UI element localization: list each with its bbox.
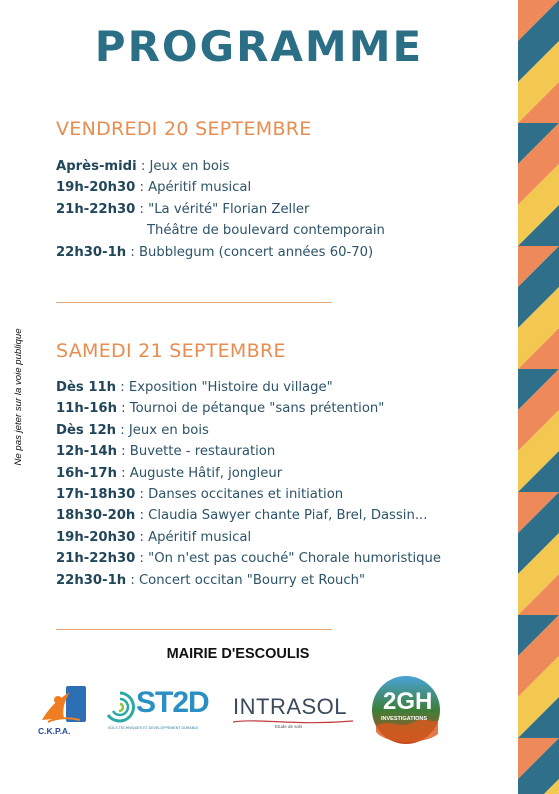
schedule-text: : Apéritif musical	[135, 180, 252, 196]
schedule-text: : Bubblegum (concert années 60-70)	[126, 244, 374, 260]
schedule-time: 19h-20h30	[56, 529, 136, 545]
page-title: PROGRAMME	[94, 22, 424, 71]
schedule-item	[56, 484, 441, 505]
schedule-time: Dès 12h	[56, 422, 117, 438]
intrasol-logo	[231, 692, 355, 732]
schedule-time: 21h-22h30	[56, 201, 136, 217]
schedule-time: 11h-16h	[56, 401, 117, 417]
schedule-time: 21h-22h30	[56, 551, 136, 567]
schedule-text: : "On n'est pas couché" Chorale humoristique	[135, 551, 442, 567]
schedule-text: : Exposition "Histoire du village"	[116, 380, 333, 395]
schedule-time: 12h-14h	[56, 444, 117, 460]
schedule-time: Dès 11h	[56, 380, 117, 395]
st2d-logo	[100, 685, 218, 735]
side-note: Ne pas jeter sur la voie publique	[13, 328, 24, 466]
schedule-item	[56, 398, 441, 419]
schedule-time: Après-midi	[56, 159, 137, 174]
decorative-triangle-stripe	[518, 0, 559, 794]
schedule-time: 22h30-1h	[56, 244, 127, 260]
schedule-item	[56, 527, 441, 548]
schedule-item	[56, 420, 441, 441]
ckpa-logo-text: C.K.P.A.	[38, 726, 71, 736]
schedule-text: : Apéritif musical	[135, 529, 252, 545]
schedule-text: : Jeux en bois	[136, 159, 230, 174]
friday-heading: VENDREDI 20 SEPTEMBRE	[56, 118, 312, 140]
schedule-item	[56, 548, 441, 569]
schedule-text: : Claudia Sawyer chante Piaf, Brel, Dassin...	[135, 508, 428, 524]
schedule-text: Théâtre de boulevard contemporain	[147, 223, 385, 239]
schedule-time: 19h-20h30	[56, 180, 136, 196]
2gh-logo	[370, 674, 442, 746]
intrasol-logo-subtitle: Etude de sols	[275, 724, 303, 729]
schedule-text: : Auguste Hâtif, jongleur	[116, 465, 283, 481]
schedule-text: : Jeux en bois	[116, 422, 209, 438]
schedule-item	[56, 463, 441, 484]
schedule-item	[56, 177, 385, 198]
schedule-time: 17h-18h30	[56, 486, 136, 502]
schedule-item	[56, 505, 441, 526]
intrasol-logo-text: INTRASOL	[233, 694, 348, 719]
schedule-time: 22h30-1h	[56, 572, 127, 588]
schedule-item	[56, 220, 385, 241]
friday-schedule	[56, 156, 385, 263]
schedule-item	[56, 441, 441, 462]
schedule-item	[56, 156, 385, 177]
schedule-text: : Buvette - restauration	[116, 444, 276, 460]
st2d-logo-text: ST2D	[136, 686, 209, 719]
schedule-time: 18h30-20h	[56, 508, 136, 524]
schedule-item	[56, 377, 441, 398]
schedule-item	[56, 570, 441, 591]
2gh-logo-subtitle: INVESTIGATIONS	[381, 716, 428, 722]
saturday-heading: SAMEDI 21 SEPTEMBRE	[56, 340, 286, 362]
saturday-schedule	[56, 377, 441, 591]
schedule-text: : Danses occitanes et initiation	[135, 486, 344, 502]
schedule-text: : Tournoi de pétanque "sans prétention"	[116, 401, 385, 417]
schedule-text: : Concert occitan "Bourry et Rouch"	[126, 572, 366, 588]
schedule-item	[56, 242, 385, 263]
st2d-logo-subtitle: SOLS TECHNIQUES ET DEVELOPPEMENT DURABLE	[108, 726, 199, 730]
divider	[56, 629, 332, 630]
ckpa-logo	[36, 684, 90, 738]
schedule-item	[56, 199, 385, 220]
2gh-logo-text: 2GH	[383, 688, 433, 715]
mairie-heading: MAIRIE D'ESCOULIS	[166, 646, 310, 662]
schedule-text: : "La vérité" Florian Zeller	[135, 201, 310, 217]
schedule-time: 16h-17h	[56, 465, 117, 481]
divider	[56, 302, 332, 303]
